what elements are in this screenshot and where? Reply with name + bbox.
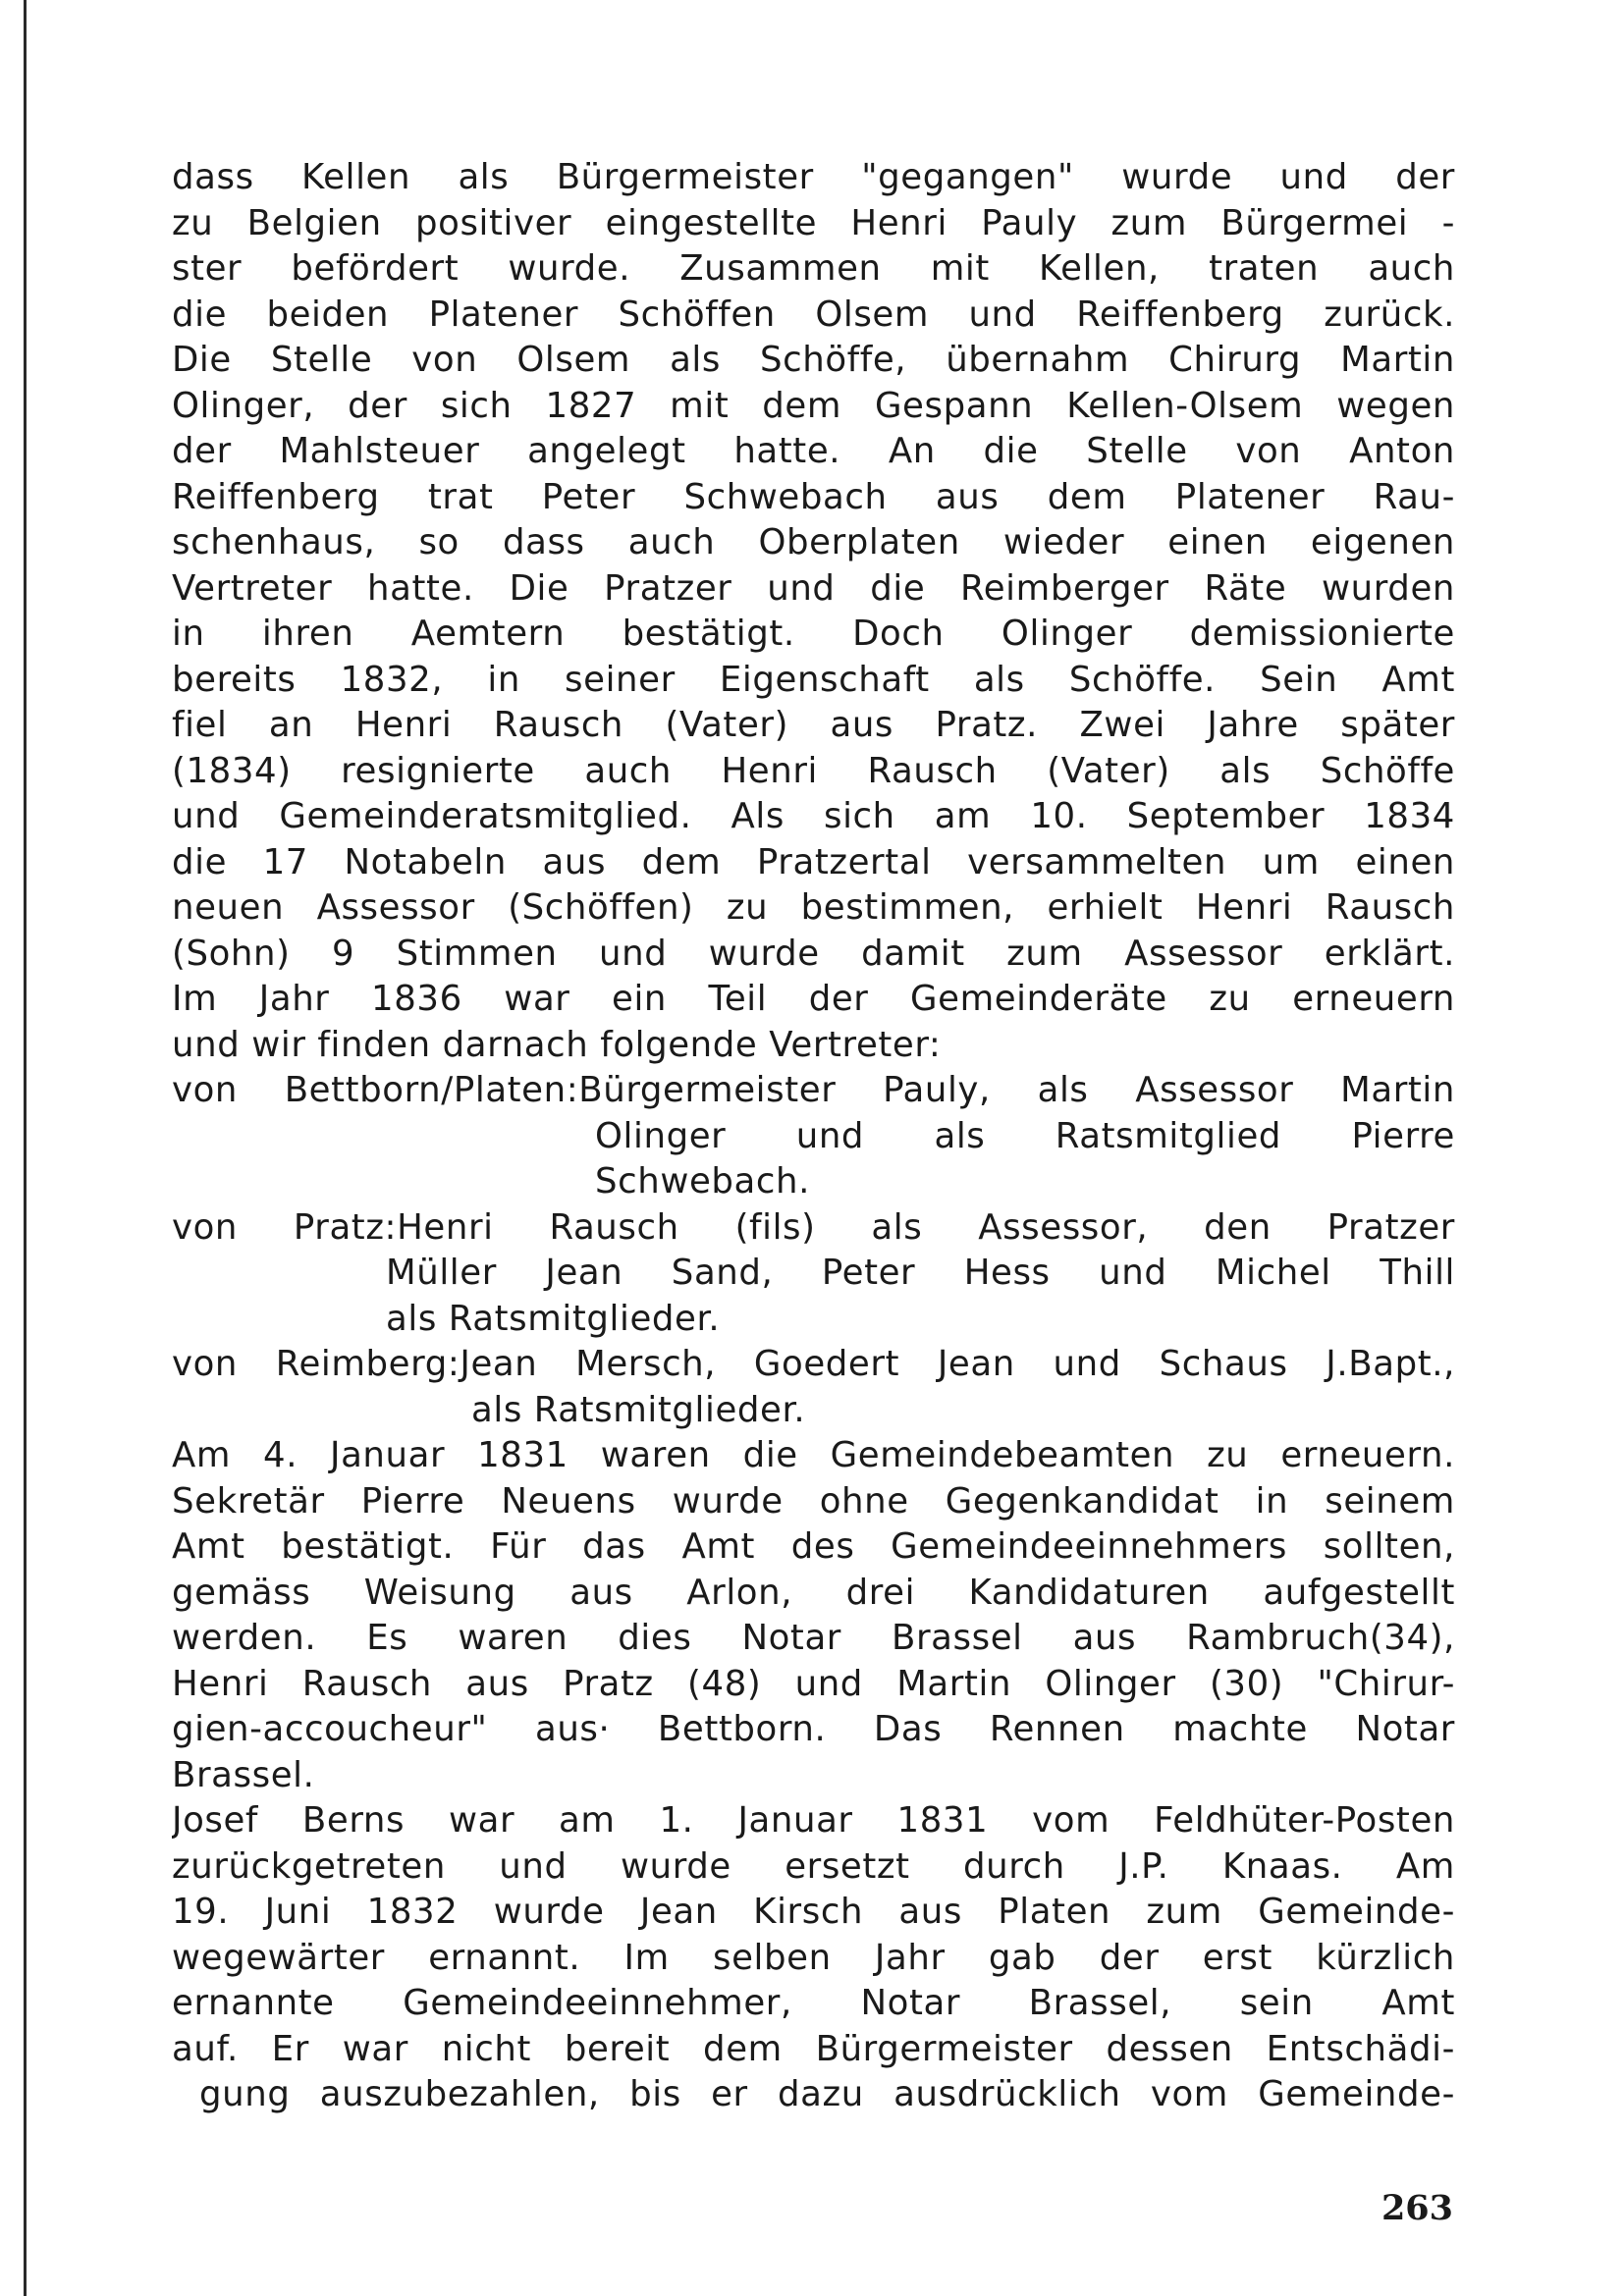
- text-line: Müller Jean Sand, Peter Hess und Michel Thill: [386, 1253, 1455, 1293]
- text-line: als Ratsmitglieder.: [471, 1389, 806, 1430]
- text-line: Josef Berns war am 1. Januar 1831 vom Feldhüter-Posten: [172, 1800, 1455, 1841]
- text-line: wegewärter ernannt. Im selben Jahr gab der erst kürzlich: [172, 1937, 1455, 1978]
- text-line: Im Jahr 1836 war ein Teil der Gemeinderäte zu erneuern: [172, 979, 1455, 1019]
- text-line: gien-accoucheur" aus· Bettborn. Das Rennen machte Notar: [172, 1709, 1455, 1749]
- text-line: schenhaus, so dass auch Oberplaten wieder einen eigenen: [172, 522, 1455, 562]
- binding-edge: [24, 0, 27, 2296]
- text-line: Die Stelle von Olsem als Schöffe, übernahm Chirurg Martin: [172, 340, 1455, 380]
- text-line: die 17 Notabeln aus dem Pratzertal versammelten um einen: [172, 841, 1455, 882]
- text-line: Henri Rausch aus Pratz (48) und Martin Olinger (30) "Chirur-: [172, 1663, 1455, 1704]
- text-line: gemäss Weisung aus Arlon, drei Kandidaturen aufgestellt: [172, 1572, 1455, 1613]
- text-line: Am 4. Januar 1831 waren die Gemeindebeamten zu erneuern.: [172, 1435, 1455, 1475]
- text-line: Sekretär Pierre Neuens wurde ohne Gegenkandidat in seinem: [172, 1480, 1455, 1522]
- text-line: werden. Es waren dies Notar Brassel aus Rambruch(34),: [172, 1618, 1455, 1658]
- text-line: und Gemeinderatsmitglied. Als sich am 10. September 1834: [172, 796, 1455, 836]
- text-line: zurückgetreten und wurde ersetzt durch J.P. Knaas. Am: [172, 1845, 1455, 1887]
- text-line: Brassel.: [172, 1754, 315, 1795]
- text-line: Vertreter hatte. Die Pratzer und die Reimberger Räte wurden: [172, 567, 1455, 609]
- text-line: auf. Er war nicht bereit dem Bürgermeister dessen Entschädi-: [172, 2028, 1455, 2069]
- text-line: (Sohn) 9 Stimmen und wurde damit zum Assessor erklärt.: [172, 933, 1455, 974]
- text-line: die beiden Platener Schöffen Olsem und Reiffenberg zurück.: [172, 294, 1455, 335]
- text-line: fiel an Henri Rausch (Vater) aus Pratz. Zwei Jahre später: [172, 705, 1455, 745]
- text-line: Schwebach.: [595, 1161, 811, 1201]
- text-line: ernannte Gemeindeeinnehmer, Notar Brassel, sein Amt: [172, 1983, 1455, 2023]
- page-number: 263: [1380, 2188, 1453, 2228]
- text-line: 19. Juni 1832 wurde Jean Kirsch aus Platen zum Gemeinde-: [172, 1892, 1455, 1932]
- text-line: gung auszubezahlen, bis er dazu ausdrücklich vom Gemeinde-: [199, 2074, 1455, 2114]
- text-line: Olinger und als Ratsmitglied Pierre: [595, 1115, 1455, 1156]
- text-line: von Reimberg:Jean Mersch, Goedert Jean und Schaus J.Bapt.,: [172, 1344, 1455, 1384]
- text-line: ster befördert wurde. Zusammen mit Kellen, traten auch: [172, 248, 1455, 289]
- body-text: [172, 155, 1455, 2118]
- text-line: neuen Assessor (Schöffen) zu bestimmen, erhielt Henri Rausch: [172, 887, 1455, 928]
- text-line: (1834) resignierte auch Henri Rausch (Vater) als Schöffe: [172, 750, 1455, 791]
- text-line: der Mahlsteuer angelegt hatte. An die Stelle von Anton: [172, 431, 1455, 471]
- text-line: Amt bestätigt. Für das Amt des Gemeindeeinnehmers sollten,: [172, 1526, 1455, 1567]
- text-line: bereits 1832, in seiner Eigenschaft als Schöffe. Sein Amt: [172, 659, 1455, 700]
- text-line: als Ratsmitglieder.: [386, 1298, 721, 1339]
- text-line: Reiffenberg trat Peter Schwebach aus dem Platener Rau-: [172, 476, 1455, 517]
- text-line: zu Belgien positiver eingestellte Henri Pauly zum Bürgermei -: [172, 202, 1455, 243]
- text-line: und wir finden darnach folgende Vertreter:: [172, 1024, 942, 1065]
- text-line: Olinger, der sich 1827 mit dem Gespann Kellen-Olsem wegen: [172, 385, 1455, 426]
- text-line: von Pratz:Henri Rausch (fils) als Assessor, den Pratzer: [172, 1206, 1455, 1248]
- text-line: dass Kellen als Bürgermeister "gegangen" wurde und der: [172, 157, 1455, 197]
- text-line: von Bettborn/Platen:Bürgermeister Pauly, als Assessor Martin: [172, 1070, 1455, 1110]
- text-line: in ihren Aemtern bestätigt. Doch Olinger demissionierte: [172, 614, 1455, 654]
